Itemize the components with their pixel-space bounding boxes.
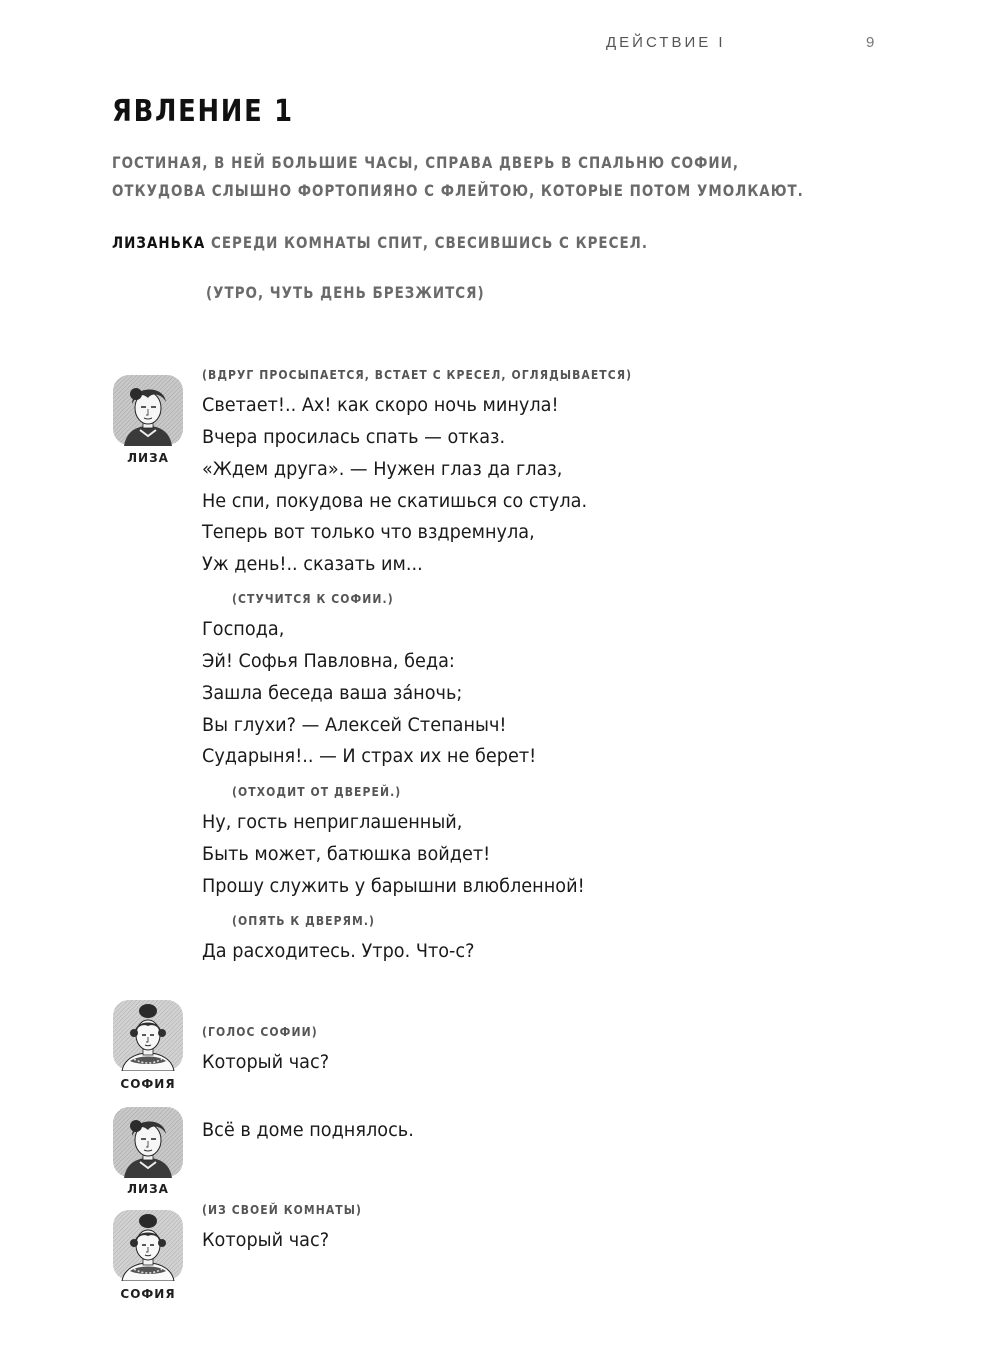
verse-line: Который час? — [202, 1051, 330, 1073]
stage-direction-line-2: ОТКУДОВА СЛЫШНО ФОРТОПИЯНО С ФЛЕЙТОЮ, КОТОРЫЕ ПОТОМ УМОЛКАЮТ. — [112, 181, 804, 200]
stage-remark: (ГОЛОС СОФИИ) — [202, 1025, 318, 1039]
verse-line: «Ждем друга». — Нужен глаз да глаз, — [202, 458, 563, 480]
stage-remark: (ОПЯТЬ К ДВЕРЯМ.) — [232, 914, 376, 928]
liza-portrait-icon — [112, 1106, 184, 1178]
stage-direction-line-1: ГОСТИНАЯ, В НЕЙ БОЛЬШИЕ ЧАСЫ, СПРАВА ДВЕРЬ В СПАЛЬНЮ СОФИИ, — [112, 153, 740, 172]
stage-remark: (СТУЧИТСЯ К СОФИИ.) — [232, 592, 394, 606]
verse-line: Не спи, покудова не скатишься со стула. — [202, 490, 588, 512]
verse-line: Уж день!.. сказать им... — [202, 553, 423, 575]
character-intro-name: ЛИЗАНЬКА — [112, 233, 206, 252]
speaker-label: СОФИЯ — [120, 1287, 176, 1301]
verse-line: Который час? — [202, 1229, 330, 1251]
character-intro-action: СЕРЕДИ КОМНАТЫ СПИТ, СВЕСИВШИСЬ С КРЕСЕЛ. — [205, 233, 648, 252]
verse-line: Господа, — [202, 618, 285, 640]
verse-line: Сударыня!.. — И страх их не берет! — [202, 745, 537, 767]
stage-remark: (ОТХОДИТ ОТ ДВЕРЕЙ.) — [232, 785, 402, 799]
character-intro — [112, 233, 648, 252]
verse-line: Ну, гость неприглашенный, — [202, 811, 463, 833]
stage-remark: (ИЗ СВОЕЙ КОМНАТЫ) — [202, 1203, 363, 1217]
stage-remark: (ВДРУГ ПРОСЫПАЕТСЯ, ВСТАЕТ С КРЕСЕЛ, ОГЛЯДЫВАЕТСЯ) — [202, 368, 633, 382]
verse-line: Эй! Софья Павловна, беда: — [202, 650, 455, 672]
scene-title: ЯВЛЕНИЕ 1 — [112, 94, 294, 129]
speaker-label: ЛИЗА — [127, 1182, 169, 1196]
speaker-label: СОФИЯ — [120, 1077, 176, 1091]
running-header-act: ДЕЙСТВИЕ I — [606, 34, 726, 51]
verse-line: Всё в доме поднялось. — [202, 1119, 414, 1141]
time-note: (УТРО, ЧУТЬ ДЕНЬ БРЕЗЖИТСЯ) — [206, 283, 485, 302]
verse-line: Быть может, батюшка войдет! — [202, 843, 491, 865]
page-number: 9 — [866, 34, 875, 51]
speaker-label: ЛИЗА — [127, 451, 169, 465]
verse-line: Теперь вот только что вздремнула, — [202, 521, 535, 543]
verse-line: Да расходитесь. Утро. Что-с? — [202, 940, 475, 962]
liza-portrait-icon — [112, 374, 184, 446]
sofia-portrait-icon — [112, 999, 184, 1071]
sofia-portrait-icon — [112, 1209, 184, 1281]
verse-line: Вы глухи? — Алексей Степаныч! — [202, 714, 507, 736]
verse-line: Зашла беседа ваша зáночь; — [202, 682, 463, 704]
verse-line: Вчера просилась спать — отказ. — [202, 426, 506, 448]
verse-line: Светает!.. Ах! как скоро ночь минула! — [202, 394, 559, 416]
verse-line: Прошу служить у барышни влюбленной! — [202, 875, 585, 897]
